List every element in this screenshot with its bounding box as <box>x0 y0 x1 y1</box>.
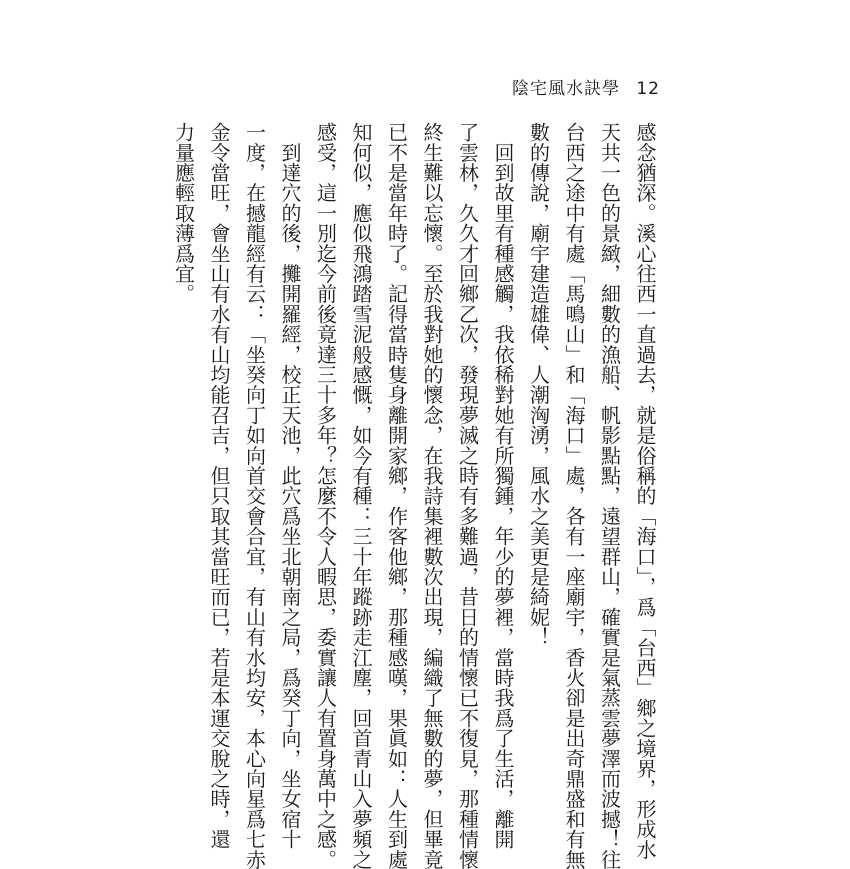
page-number: 12 <box>636 79 660 99</box>
text-column: 一度，在撼龍經有云：「坐癸向丁如向首交會合宜，有山有水均安，本心向星爲七赤 <box>242 122 267 869</box>
text-column: 金令當旺，會坐山有水有山均能召吉，但只取其當旺而已，若是本運交脫之時，還 <box>207 122 231 850</box>
text-column: 力量應輕取薄爲宜。 <box>171 122 196 304</box>
text-column: 天共一色的景緻，細數的漁船、帆影點點，遠望群山，確實是氣蒸雲夢澤而波撼！往 <box>597 122 622 869</box>
text-column: 知何似，應似飛鴻踏雪泥般感慨，如今有種：三十年蹤跡走江塵，回首青山入夢頻之 <box>349 122 373 869</box>
book-title: 陰宅風水訣學 <box>511 79 620 99</box>
text-column: 感念猶深。溪心往西一直過去，就是俗稱的「海口」，爲「台西」鄉之境界，形成水 <box>633 122 657 860</box>
text-column: 已不是當年時了。記得當時隻身離開家鄉，作客他鄉，那種感嘆，果眞如：人生到處 <box>384 122 409 869</box>
text-column: 數的傳說，廟宇建造雄偉、人潮洶湧，風水之美更是綺妮！ <box>526 122 551 648</box>
text-column: 回到故里有種感觸，我依稀對她有所獨鍾，年少的夢裡，當時我爲了生活，離開 <box>491 122 515 850</box>
vertical-text-body <box>171 122 662 869</box>
text-column: 到達穴的後，攤開羅經，校正天池，此穴爲坐北朝南之局，爲癸丁向，坐女宿十 <box>278 122 302 850</box>
text-column: 終生難以忘懷。至於我對她的懷念，在我詩集裡數次出現，編織了無數的夢，但畢竟 <box>420 122 444 869</box>
text-column: 台西之途中有處「馬鳴山」和「海口」處，各有一座廟宇，香火卻是出奇鼎盛和有無 <box>562 122 586 869</box>
text-column: 感受，這一別迄今前後竟達三十多年？怎麼不令人暇思，委實讓人有置身萬中之感。 <box>313 122 338 869</box>
text-column: 了雲林，久久才回鄉乙次，發現夢滅之時有多難過，昔日的情懷已不復見，那種情懷 <box>455 122 480 869</box>
running-header <box>512 74 660 99</box>
